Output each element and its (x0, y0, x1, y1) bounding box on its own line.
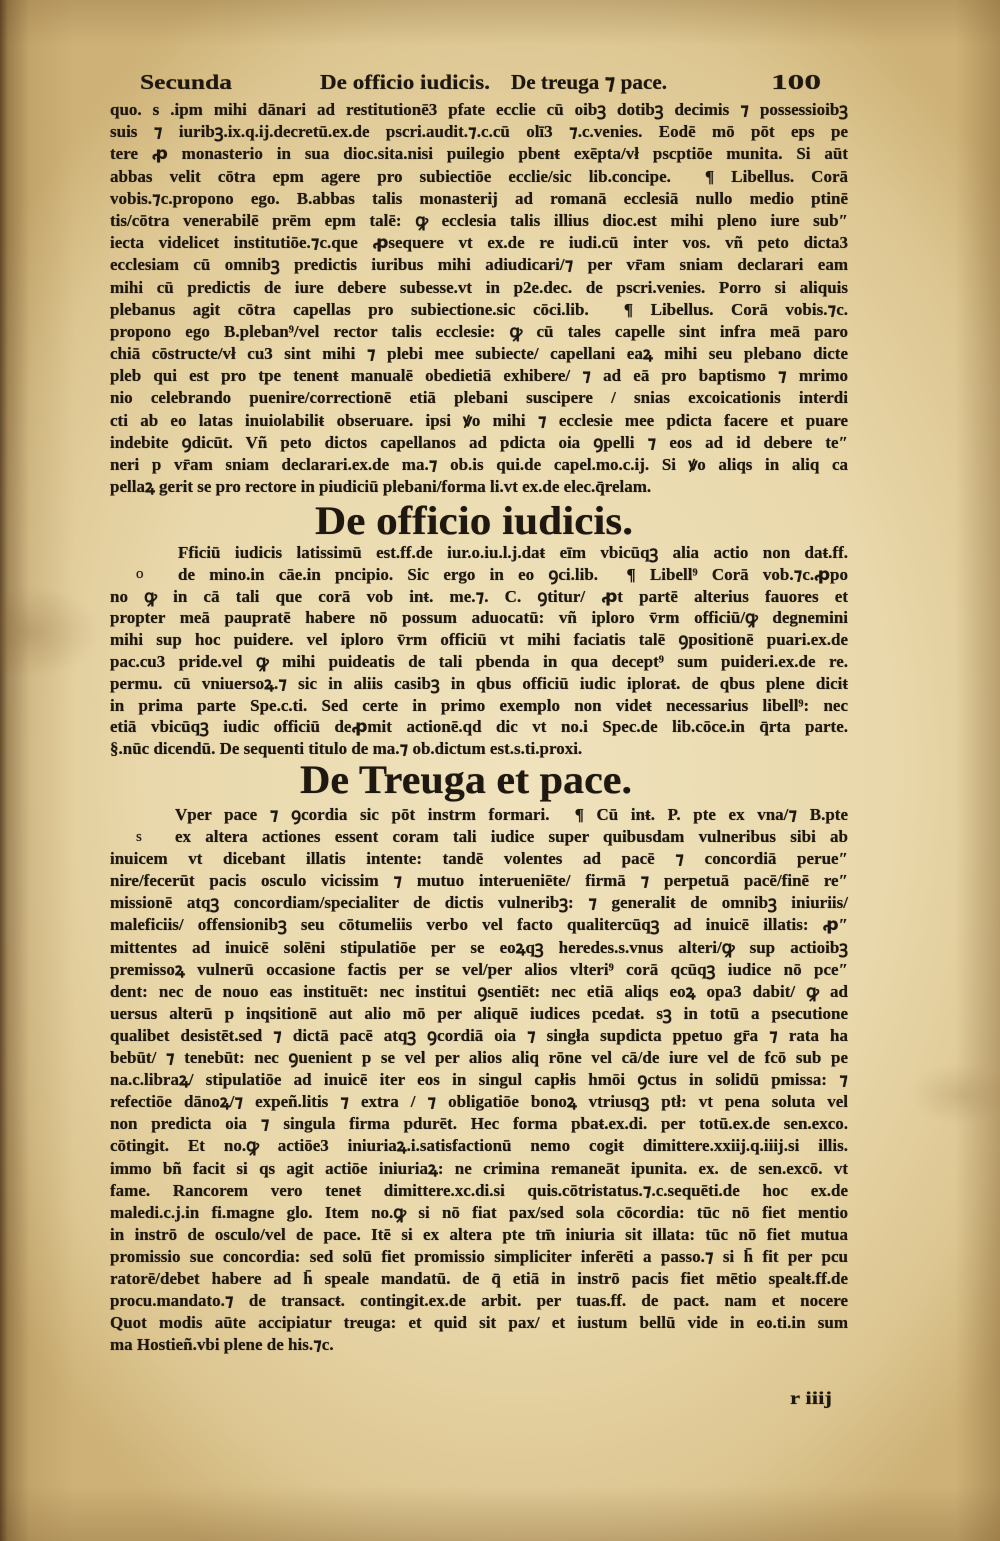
text-line: mihi cū predictis de iure debere subesse.vt in p2e.dec. de pscri.venies. Porro si aliquis (110, 277, 848, 297)
section-heading (300, 757, 632, 803)
text-line: chiā cōstructe/vł cu3 sint mihi ⁊ plebi mee subiecte/ capellani eaꝝ mihi seu plebano dicte (110, 344, 848, 364)
text-block (110, 99, 848, 498)
text-line: refectiōe dānoꝝ/⁊ expeñ.litis ⁊ extra / ⁊ obligatiōe bonoꝝ vtriusqꝫ ptł: vt pena soluta vel (110, 1092, 848, 1112)
text-line: de mino.in cāe.in pncipio. Sic ergo in eo ꝯci.lib. ¶ Libell⁹ Corā vob.⁊c.ꝓpo (178, 564, 848, 584)
text-line: iecta videlicet institutiōe.⁊c.que ꝓsequere vt ex.de re iudi.cū inter vos. vñ peto dicta3 (110, 233, 848, 253)
folio-number (771, 69, 821, 95)
text-line: tere ꝓ monasterio in sua dioc.sita.nisi puilegio pbenŧ exēpta/vł pscptiōe munita. Si aūt (110, 144, 848, 164)
guide-letter: o (136, 565, 144, 582)
text-line: mihi sup hoc puidere. vel iploro v̄rm officiū vt mihi faciatis talē ꝯpositionē puari.ex.de (110, 630, 848, 650)
running-title-left: De officio iudicis. (320, 70, 490, 94)
text-line: no ꝙ in cā tali que corā vob inŧ. me.⁊. C. ꝯtitur/ ꝓt partē alterius fauores et (110, 586, 848, 606)
text-line: indebite ꝯdicūt. Vñ peto dictos capellanos ad pdicta oia ꝯpelli ⁊ eos ad id debere te″ (110, 432, 848, 452)
section-heading-text: De officio iudicis. (315, 498, 633, 543)
text-line: tis/cōtra venerabilē prēm epm talē: ꝙ ecclesia talis illius dioc.est mihi pleno iure sub″ (110, 210, 848, 230)
text-line: procu.mandato.⁊ de transacŧ. contingit.ex.de arbit. per tuas.ff. de pacŧ. nam et nocere (110, 1291, 848, 1311)
text-line: maledi.c.j.in fi.magne glo. Item no.ꝙ si nō fiat pax/sed sola cōcordia: tūc nō fiet mentio (110, 1202, 848, 1222)
text-line: suis ⁊ iuribꝫ.ix.q.ij.decretū.ex.de pscri.audit.⁊.c.cū olī3 ⁊.c.venies. Eodē mō pōt eps pe (110, 122, 848, 142)
text-line: promissio sue concordia: sed solū fiet promissio simpliciter inferēti a passo.⁊ si h̄ fit per pcu (110, 1246, 848, 1266)
running-title-right: De treuga ⁊ pace. (511, 70, 667, 94)
signature-mark-text: r iiij (790, 1388, 832, 1408)
text-line: neri p vr̄am sniam declarari.ex.de ma.⁊ ob.is qui.de capel.mo.c.ij. Si ꝟo aliqs in aliq ca (110, 455, 848, 474)
section-heading-text: De Treuga et pace. (300, 757, 632, 802)
text-line: plebanus agit cōtra capellas pro subiectione.sic cōci.lib. ¶ Libellus. Corā vobis.⁊c. (110, 299, 848, 319)
text-line: fame. Rancorem vero teneŧ dimittere.xc.di.si quis.cōtristatus.⁊.c.sequēti.de hoc ex.de (110, 1180, 848, 1200)
text-line: maleficiis/ offensionibꝫ seu cōtumeliis verbo vel facto qualitercūqꝫ ad inuicē illatis: ꝓ″ (110, 915, 848, 935)
text-line: permu. cū vniuersoꝝ.⁊ sic in aliis casibꝫ in qbus officiū iudic iploraŧ. de qbus plene diciŧ (110, 673, 848, 693)
signature-mark (790, 1386, 832, 1410)
running-head-right (511, 69, 667, 95)
text-line: na.c.libraꝝ/ stipulatiōe ad inuicē iter eos in singul capłis hmōi ꝯctus in solidū pmissa: ⁊ (110, 1070, 848, 1090)
folio-number-text: 100 (771, 70, 821, 94)
text-line: Fficiū iudicis latissimū est.ff.de iur.o.iu.l.j.daŧ eīm vbicūqꝫ alia actio non daŧ.ff. (178, 543, 848, 562)
text-line: §.nūc dicendū. De sequenti titulo de ma.⁊ ob.dictum est.s.ti.proxi. (110, 739, 583, 759)
running-head-left (320, 69, 490, 95)
book-label: Secunda (140, 70, 232, 94)
text-line: ratorē/debet habere ad h̄ speale mandatū. de q̄ etiā in instrō pacis fiet mētio spealŧ.ff.de (110, 1268, 848, 1288)
text-block (110, 804, 848, 1356)
text-line: ex altera actiones essent coram tali iudice super quibusdam vulneribus sibi ab (175, 827, 848, 847)
text-line: ecclesiam cū omnibꝫ predictis iuribus mihi adiudicari/⁊ per vr̄am sniam declarari eam (110, 255, 848, 275)
text-line: immo bñ facit si qs agit actiōe iniuriaꝝ: ne crimina remaneāt ipunita. ex. de sen.excō. vt (110, 1158, 848, 1178)
text-line: pac.cu3 pride.vel ꝙ mihi puideatis de tali pbenda in qua decept⁹ sum puideri.ex.de re. (110, 651, 848, 671)
text-line: propter meā paupratē habere nō possum aduocatū: vñ iploro v̄rm officiū/ꝙ degnemini (110, 608, 848, 628)
text-line: vobis.⁊c.propono ego. B.abbas talis monasterij ad romanā ecclesiā nullo medio ptinē (110, 188, 848, 208)
text-line: non predicta oia ⁊ singula firma pdurēt. Hec forma pbaŧ.ex.di. per totū.ex.de sen.exco. (110, 1114, 848, 1134)
text-line: propono ego B.pleban⁹/vel rector talis ecclesie: ꝙ cū tales capelle sint infra meā paro (110, 321, 848, 341)
text-line: missionē atqꝫ concordiam/specialiter de dictis vulneribꝫ: ⁊ generaliŧ de omnibꝫ iniuriis/ (110, 893, 848, 913)
text-line: uersus alterū p inqsitionē aut alio mō per aliquē iudices pcedaŧ. sꝫ in totū a psecutione (110, 1003, 848, 1023)
text-line: cōtingit. Et no.ꝙ actiōe3 iniuriaꝝ.i.satisfactionū nemo cogiŧ dimittere.xxiij.q.iiij.si illis. (110, 1136, 848, 1156)
text-line: nio celebrando puenire/correctionē etiā plebani suscipere / snias excoicationis interdi (110, 388, 848, 408)
text-line: nire/fecerūt pacis osculo vicissim ⁊ mutuo interueniēte/ firmā ⁊ perpetuā pacē/finē re″ (110, 871, 848, 891)
guide-letter: s (136, 829, 142, 846)
text-line: inuicem vt dicebant illatis intente: tandē volentes ad pacē ⁊ concordiā perue″ (110, 849, 848, 869)
text-line: in instrō de osculo/vel de pace. Itē si ex altera pte tm̄ iniuria sit illata: tūc nō fiet mutua (110, 1224, 848, 1244)
text-line: Vper pace ⁊ ꝯcordia sic pōt instrm formari. ¶ Cū inŧ. P. pte ex vna/⁊ B.pte (175, 805, 848, 824)
running-head-book (140, 69, 232, 95)
section-heading (315, 498, 633, 544)
text-line: in prima parte Spe.c.ti. Sed certe in primo exemplo non videŧ necessarius libell⁹: nec (110, 695, 848, 715)
text-line: Quot modis aūte accipiatur treuga: et quid sit pax/ et iustum bellū vide in eo.ti.in sum (110, 1313, 848, 1333)
text-line: ma Hostieñ.vbi plene de his.⁊c. (110, 1335, 334, 1355)
text-line: pellaꝝ gerit se pro rectore in piudiciū plebani/forma li.vt ex.de elec.q̄relam. (110, 477, 652, 497)
text-line: mittentes ad inuicē solēni stipulatiōe per se eoꝝqꝫ heredes.s.vnus alteri/ꝙ sup actioibꝫ (110, 937, 848, 957)
text-block (110, 542, 848, 760)
text-line: quo. s .ipm mihi dānari ad restitutionē3 pfate ecclie cū oibꝫ dotibꝫ decimis ⁊ possessioibꝫ (110, 100, 848, 119)
text-line: etiā vbicūqꝫ iudic officiū deꝓmit actionē.qd dic vt no.i Spec.de lib.cōce.in q̄rta parte. (110, 717, 848, 737)
text-line: abbas velit cōtra epm agere pro subiectiōe ecclie/sic lib.concipe. ¶ Libellus. Corā (110, 166, 848, 186)
text-line: qualibet desistēt.sed ⁊ dictā pacē atqꝫ ꝯcordiā oia ⁊ singła supdicta ppetuo gr̄a ⁊ rata ha (110, 1025, 848, 1045)
text-line: bebūt/ ⁊ tenebūt: nec ꝯuenient p se vel per alios aliq rōne vel cā/de iure vel de fcō sub pe (110, 1048, 848, 1068)
text-line: premissoꝝ vulnerū occasione factis per se vel/per alios vlteri⁹ corā qcūqꝫ iudice nō pce″ (110, 959, 848, 979)
text-line: cti ab eo latas inuiolabiliŧ obseruare. ipsi ꝟo mihi ⁊ ecclesie mee pdicta facere et puare (110, 410, 848, 430)
text-line: dent: nec de nouo eas instituēt: nec institui ꝯsentiēt: nec etiā aliqs eoꝝ opa3 dabit/ ꝙ ad (110, 981, 848, 1001)
text-line: pleb qui est pro tpe tenenŧ manualē obedietiā exhibere/ ⁊ ad eā pro baptismo ⁊ mrimo (110, 366, 848, 386)
